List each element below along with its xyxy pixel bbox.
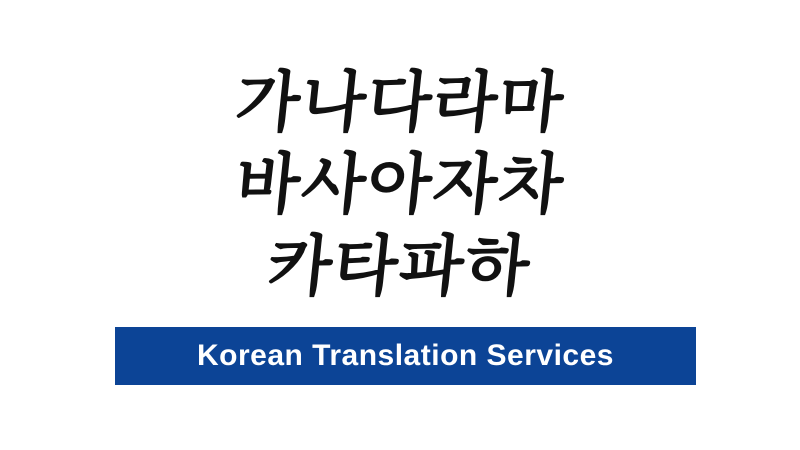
- hangul-line-1: 가나다라마: [231, 64, 569, 141]
- hangul-alphabet-artwork: [0, 62, 800, 308]
- banner-title: Korean Translation Services: [196, 339, 614, 372]
- service-banner: [115, 327, 696, 385]
- hangul-line-2: 바사아자차: [231, 146, 569, 223]
- hangul-line-3: 카타파하: [264, 228, 536, 305]
